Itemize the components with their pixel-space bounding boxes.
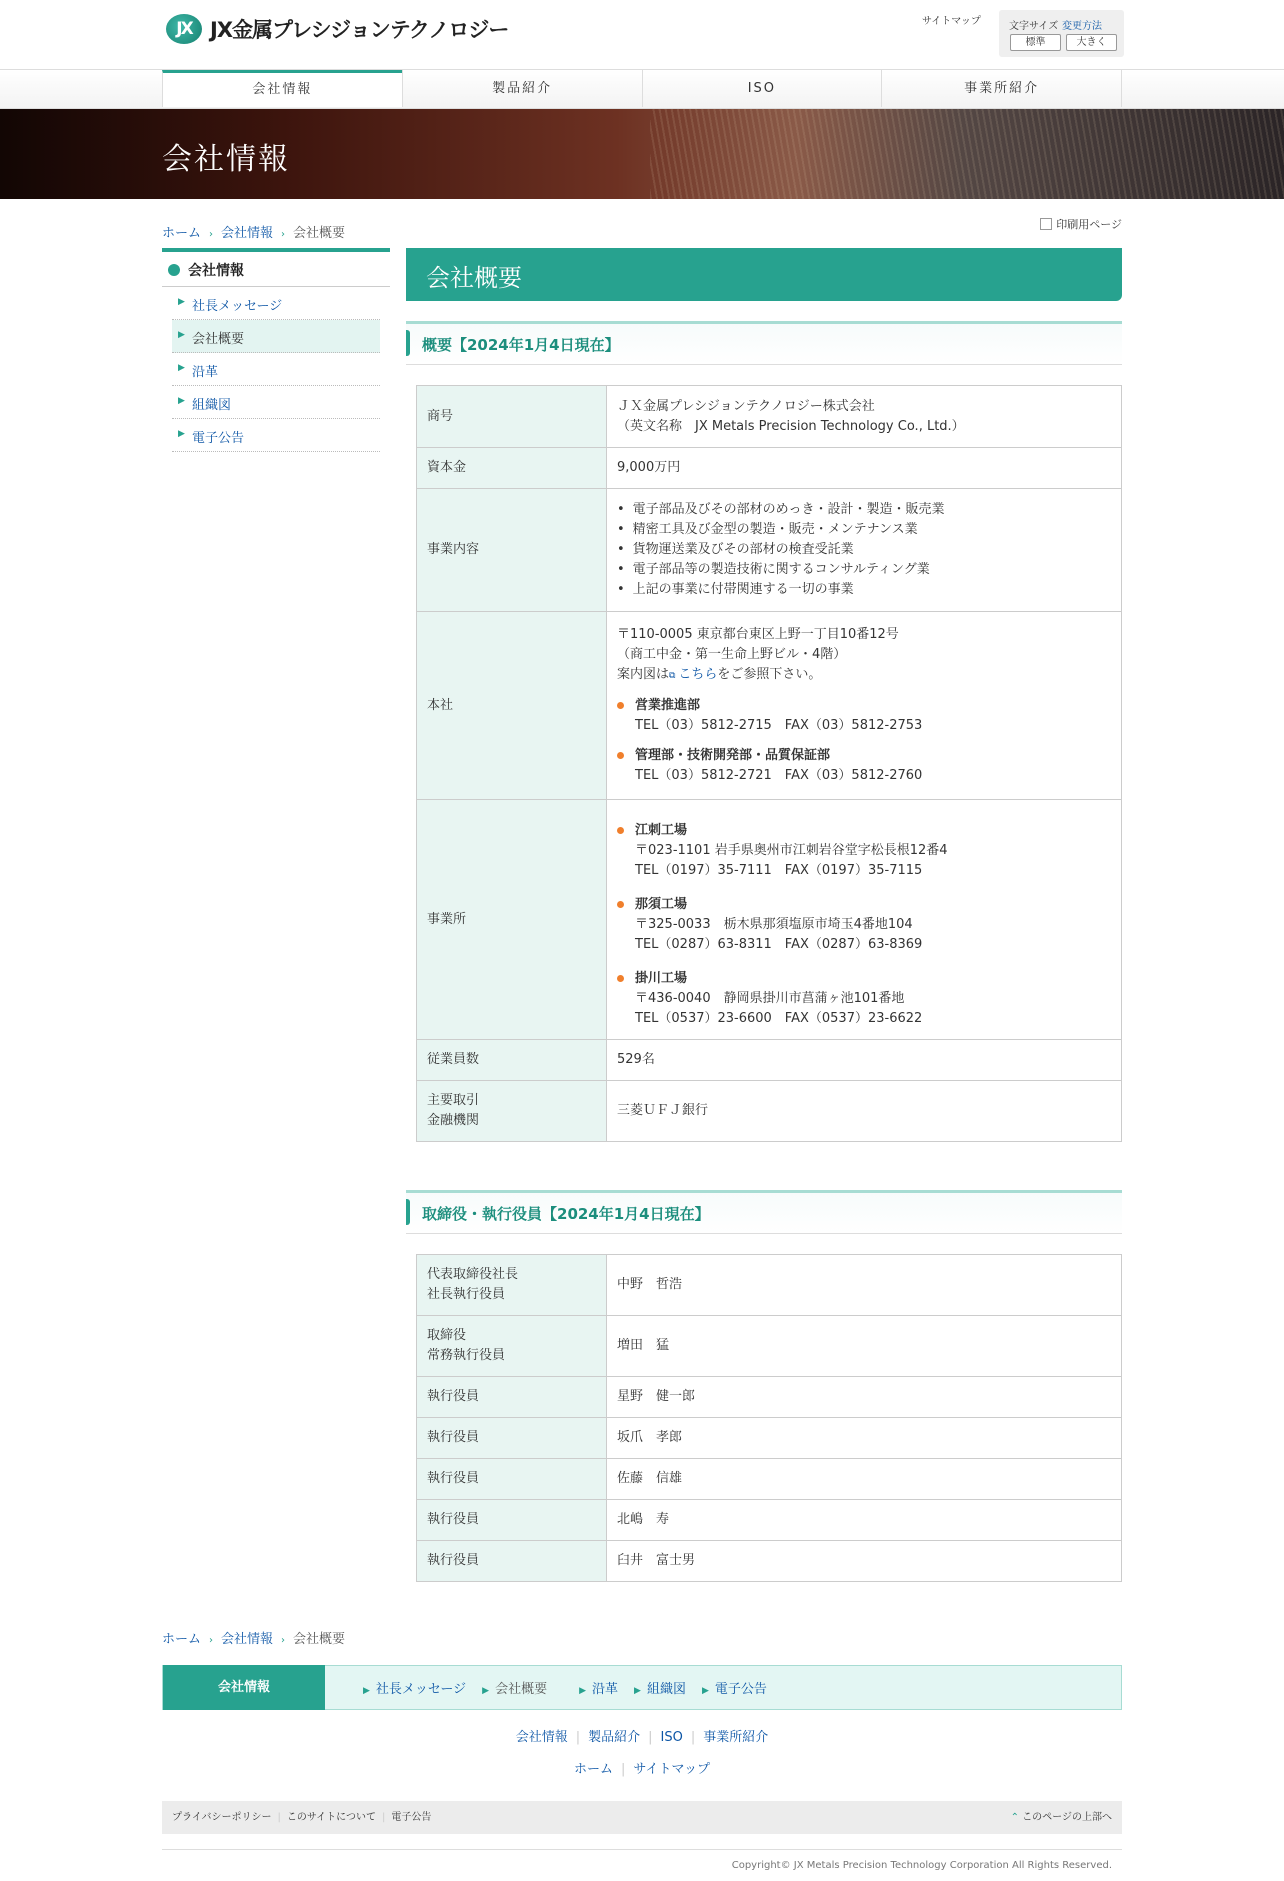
row-label: 事業所 [417,800,607,1040]
row-label: 執行役員 [417,1541,607,1582]
public-notice-link[interactable]: 電子公告 [391,1812,432,1823]
connector-image [650,109,1284,199]
office-tel: TEL（0537）23-6600 FAX（0537）23-6622 [635,1010,923,1026]
chevron-right-icon: › [209,1635,214,1646]
gnav-offices[interactable]: 事業所紹介 [881,70,1122,107]
local-nav-label[interactable]: 電子公告 [714,1682,767,1697]
main-content [406,248,1122,1582]
hero-banner [0,109,1284,199]
row-label: 執行役員 [417,1418,607,1459]
breadcrumb [162,222,345,241]
about-site-link[interactable]: このサイトについて [286,1812,376,1823]
local-nav-items [363,1678,783,1697]
local-nav-item[interactable] [634,1678,686,1697]
gnav-iso[interactable]: ISO [642,70,882,107]
footer-link-sitemap[interactable]: サイトマップ [633,1762,710,1777]
local-nav-item[interactable] [702,1678,767,1697]
title-line: 取締役 [427,1328,467,1343]
office-name: 掛川工場 [635,970,688,986]
copyright: Copyright© JX Metals Precision Technology Corporation All Rights Reserved. [162,1849,1122,1871]
back-to-top-label: このページの上部へ [1022,1812,1112,1823]
breadcrumb-home[interactable]: ホーム [162,226,202,241]
overview-table [416,385,1122,1142]
row-value: 三菱ＵＦＪ銀行 [607,1081,1122,1142]
hero-title: 会社情報 [162,142,290,177]
page-title: 会社概要 [406,248,1122,301]
table-row [417,386,1122,448]
table-row [417,1541,1122,1582]
external-link-icon: ⧉ [669,671,679,681]
side-item-label[interactable]: 沿革 [192,365,219,380]
arrow-icon: ▶ [579,1686,587,1696]
print-page-link[interactable] [1040,216,1122,232]
sitemap-link[interactable]: サイトマップ [922,16,981,27]
office-address: 〒325-0033 栃木県那須塩原市埼玉4番地104 [635,916,913,932]
arrow-icon: ▶ [363,1686,370,1696]
list-item: • 精密工具及び金型の製造・販売・メンテナンス業 [617,520,1111,540]
hq-address: 〒110-0005 東京都台東区上野一丁目10番12号 [617,627,899,642]
label-line: 主要取引 [427,1093,480,1108]
local-nav-item[interactable] [363,1678,466,1697]
table-row [417,1500,1122,1541]
back-to-top-link[interactable] [1011,1801,1112,1834]
side-item-label: 会社概要 [192,332,245,347]
side-item-label[interactable]: 電子公告 [192,431,245,446]
table-row [417,1418,1122,1459]
arrow-icon: ▶ [178,297,185,307]
hq-building: （商工中金・第一生命上野ビル・4階） [617,647,847,662]
row-label [417,1255,607,1316]
local-nav-item[interactable] [579,1678,618,1697]
local-nav-label: 会社概要 [495,1682,548,1697]
side-item-public-notice[interactable] [172,419,380,452]
local-nav [162,1665,1122,1710]
breadcrumb-current: 会社概要 [293,226,346,241]
local-nav-item [482,1678,563,1697]
arrow-icon: ▶ [634,1686,641,1696]
font-size-large-button[interactable]: 大きく [1066,34,1117,51]
printer-icon [1040,218,1052,230]
divider: | [648,1730,653,1745]
list-item: • 貨物運送業及びその部材の検査受託業 [617,540,1111,560]
side-nav-title-text: 会社情報 [188,263,244,279]
officer-name: 臼井 富士男 [607,1541,1122,1582]
hq-dept [617,746,1111,786]
officer-name: 北嶋 寿 [607,1500,1122,1541]
row-label [417,1081,607,1142]
table-row [417,1081,1122,1142]
officer-name: 増田 猛 [607,1316,1122,1377]
office [617,821,1111,881]
arrow-icon: ▶ [482,1686,490,1696]
divider: | [575,1730,581,1745]
list-item: • 上記の事業に付帯関連する一切の事業 [617,580,1111,600]
content-area [162,199,1122,1659]
side-item-label[interactable]: 社長メッセージ [192,299,283,314]
print-label: 印刷用ページ [1056,218,1122,231]
row-value [607,386,1122,448]
arrow-icon: ▶ [178,396,185,406]
privacy-link[interactable]: プライバシーポリシー [172,1812,272,1823]
dept-tel: TEL（03）5812-2721 FAX（03）5812-2760 [635,768,923,783]
officer-name: 星野 健一郎 [607,1377,1122,1418]
gnav-products[interactable]: 製品紹介 [402,70,642,107]
chevron-right-icon: › [281,1635,286,1646]
divider: | [621,1762,626,1777]
circle-arrow-icon [168,264,180,276]
hq-map-note [617,665,1111,686]
table-row [417,800,1122,1040]
officers-table [416,1254,1122,1582]
label-line: 金融機関 [427,1113,480,1128]
table-row [417,1040,1122,1081]
title-line: 代表取締役社長 [427,1267,519,1282]
side-item-org-chart[interactable] [172,386,380,419]
row-label: 執行役員 [417,1459,607,1500]
table-row [417,1255,1122,1316]
title-line: 常務執行役員 [427,1348,506,1363]
section-officers-heading: 取締役・執行役員【2024年1月4日現在】 [406,1190,1122,1234]
breadcrumb-current: 会社概要 [293,1632,346,1647]
side-item-message[interactable] [172,287,380,320]
dept-name: 管理部・技術開発部・品質保証部 [635,748,831,763]
side-item-history[interactable] [172,353,380,386]
row-value [607,800,1122,1040]
chevron-up-icon: ⌃ [1010,1812,1023,1823]
side-nav [162,248,390,452]
office-name: 那須工場 [635,896,688,912]
list-item: • 電子部品等の製造技術に関するコンサルティング業 [617,560,1111,580]
company-name: JX金属プレシジョンテクノロジー [210,18,509,42]
site-logo[interactable] [166,14,508,44]
row-label: 執行役員 [417,1377,607,1418]
office-name: 江刺工場 [635,822,688,838]
divider: | [381,1812,386,1823]
breadcrumb-home[interactable]: ホーム [162,1632,202,1647]
row-label: 資本金 [417,448,607,489]
local-nav-label[interactable]: 社長メッセージ [375,1682,467,1697]
header [0,0,1284,69]
office-address: 〒436-0040 静岡県掛川市菖蒲ヶ池101番地 [635,990,905,1006]
office [617,969,1111,1029]
arrow-icon: ▶ [178,363,185,373]
divider: | [690,1730,696,1745]
office-address: 〒023-1101 岩手県奥州市江刺岩谷堂字松長根12番4 [635,842,948,858]
font-size-label: 文字サイズ [1009,21,1059,32]
local-nav-label[interactable]: 沿革 [592,1682,619,1697]
footer-link-home[interactable]: ホーム [574,1762,614,1777]
font-size-help-link[interactable]: 変更方法 [1062,21,1102,32]
footer-nav-sub [0,1758,1284,1777]
table-row [417,448,1122,489]
chevron-right-icon: › [281,229,286,240]
table-row [417,1377,1122,1418]
side-item-overview[interactable] [172,320,380,353]
officer-name: 坂爪 孝郎 [607,1418,1122,1459]
list-item: • 電子部品及びその部材のめっき・設計・製造・販売業 [617,500,1111,520]
global-nav [0,69,1284,109]
row-label [417,1316,607,1377]
row-value: 9,000万円 [607,448,1122,489]
footer-bar [162,1801,1122,1834]
side-nav-title[interactable] [162,248,390,287]
arrow-icon: ▶ [178,429,185,439]
row-label: 執行役員 [417,1500,607,1541]
office-tel: TEL（0287）63-8311 FAX（0287）63-8369 [635,936,923,952]
table-row [417,1459,1122,1500]
jx-logo-icon: JX [166,14,202,44]
local-nav-label[interactable]: 組織図 [646,1682,686,1697]
footer-link-iso[interactable]: ISO [660,1730,683,1745]
breadcrumb-company[interactable]: 会社情報 [221,1632,274,1647]
map-note-text: をご参照下さい。 [717,667,822,682]
row-value: 529名 [607,1040,1122,1081]
gnav-company[interactable]: 会社情報 [162,70,402,107]
breadcrumb-bottom [162,1628,345,1647]
arrow-icon: ▶ [178,330,185,340]
map-note-text: 案内図は [617,667,670,682]
office-tel: TEL（0197）35-7111 FAX（0197）35-7115 [635,862,923,878]
officer-name: 中野 哲浩 [607,1255,1122,1316]
side-item-label[interactable]: 組織図 [192,398,232,413]
chevron-right-icon: › [209,229,214,240]
trade-name-en: （英文名称 JX Metals Precision Technology Co., Ltd.） [617,418,965,434]
table-row [417,612,1122,800]
officer-name: 佐藤 信雄 [607,1459,1122,1500]
table-row [417,1316,1122,1377]
local-nav-title[interactable]: 会社情報 [163,1665,325,1710]
row-label: 事業内容 [417,489,607,612]
dept-tel: TEL（03）5812-2715 FAX（03）5812-2753 [635,718,923,733]
map-link[interactable]: こちら [678,667,718,682]
section-overview-heading: 概要【2024年1月4日現在】 [406,321,1122,365]
footer-link-products[interactable]: 製品紹介 [588,1730,641,1745]
breadcrumb-company[interactable]: 会社情報 [221,226,274,241]
trade-name: ＪＸ金属プレシジョンテクノロジー株式会社 [617,398,875,414]
font-size-standard-button[interactable]: 標準 [1010,34,1061,51]
title-line: 社長執行役員 [427,1287,506,1302]
footer-link-offices[interactable]: 事業所紹介 [703,1730,769,1745]
row-label: 本社 [417,612,607,800]
row-label: 商号 [417,386,607,448]
table-row [417,489,1122,612]
dept-name: 営業推進部 [635,698,701,713]
arrow-icon: ▶ [701,1686,709,1696]
hq-dept [617,696,1111,736]
font-size-switcher [999,10,1124,57]
row-value [607,612,1122,800]
office [617,895,1111,955]
divider: | [277,1812,281,1823]
footer-link-company[interactable]: 会社情報 [515,1730,568,1745]
footer-nav-main [0,1726,1284,1745]
row-value [607,489,1122,612]
row-label: 従業員数 [417,1040,607,1081]
